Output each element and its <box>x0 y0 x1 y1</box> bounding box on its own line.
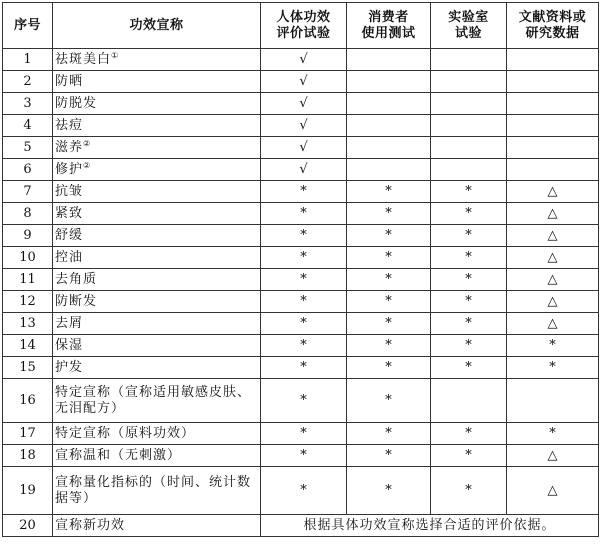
header-consumer-test: 消费者 使用测试 <box>347 3 431 49</box>
table-row <box>3 357 599 379</box>
lab-test-mark: * <box>431 181 507 203</box>
table-row <box>3 313 599 335</box>
claim-name: 去角质 <box>53 269 261 291</box>
header-literature: 文献资料或 研究数据 <box>507 3 599 49</box>
consumer-test-mark: * <box>347 335 431 357</box>
table-row <box>3 423 599 445</box>
claim-name: 宣称温和（无刺激） <box>53 445 261 467</box>
lab-test-mark <box>431 137 507 159</box>
claim-name: 控油 <box>53 247 261 269</box>
human-test-mark: * <box>261 225 347 247</box>
literature-mark: △ <box>507 181 599 203</box>
human-test-mark: √ <box>261 71 347 93</box>
row-number: 12 <box>3 291 53 313</box>
human-test-mark: √ <box>261 49 347 71</box>
claim-name: 特定宣称（原料功效） <box>53 423 261 445</box>
row-number: 17 <box>3 423 53 445</box>
literature-mark: △ <box>507 313 599 335</box>
table-row <box>3 203 599 225</box>
table-row <box>3 225 599 247</box>
table-row <box>3 515 599 537</box>
literature-mark: △ <box>507 445 599 467</box>
row-number: 2 <box>3 71 53 93</box>
human-test-mark: * <box>261 467 347 515</box>
consumer-test-mark <box>347 71 431 93</box>
literature-mark: △ <box>507 291 599 313</box>
human-test-mark: * <box>261 247 347 269</box>
claim-name: 防脱发 <box>53 93 261 115</box>
lab-test-mark <box>431 379 507 423</box>
footnote-marker: ② <box>83 160 92 170</box>
header-lab-test: 实验室 试验 <box>431 3 507 49</box>
literature-mark: * <box>507 357 599 379</box>
row-number: 3 <box>3 93 53 115</box>
row-number: 11 <box>3 269 53 291</box>
lab-test-mark: * <box>431 269 507 291</box>
footnote-marker: ② <box>83 138 92 148</box>
lab-test-mark <box>431 115 507 137</box>
literature-mark <box>507 49 599 71</box>
consumer-test-mark: * <box>347 467 431 515</box>
claim-name: 护发 <box>53 357 261 379</box>
literature-mark <box>507 93 599 115</box>
table-row <box>3 335 599 357</box>
human-test-mark: * <box>261 357 347 379</box>
literature-mark <box>507 159 599 181</box>
row-number: 5 <box>3 137 53 159</box>
human-test-mark: * <box>261 445 347 467</box>
table-row <box>3 379 599 423</box>
row-number: 14 <box>3 335 53 357</box>
human-test-mark: * <box>261 269 347 291</box>
row-number: 9 <box>3 225 53 247</box>
literature-mark: △ <box>507 203 599 225</box>
consumer-test-mark: * <box>347 181 431 203</box>
consumer-test-mark: * <box>347 357 431 379</box>
consumer-test-mark <box>347 159 431 181</box>
row-number: 16 <box>3 379 53 423</box>
row-number: 6 <box>3 159 53 181</box>
claim-name: 保湿 <box>53 335 261 357</box>
row-number: 10 <box>3 247 53 269</box>
literature-mark: △ <box>507 269 599 291</box>
claim-name: 抗皱 <box>53 181 261 203</box>
literature-mark: * <box>507 335 599 357</box>
table-row <box>3 159 599 181</box>
lab-test-mark <box>431 159 507 181</box>
literature-mark <box>507 71 599 93</box>
consumer-test-mark: * <box>347 313 431 335</box>
human-test-mark: * <box>261 313 347 335</box>
human-test-mark: * <box>261 379 347 423</box>
consumer-test-mark: * <box>347 225 431 247</box>
literature-mark: △ <box>507 225 599 247</box>
table-header-row <box>3 3 599 49</box>
table-row <box>3 93 599 115</box>
lab-test-mark: * <box>431 291 507 313</box>
claim-name: 特定宣称（宣称适用敏感皮肤、无泪配方） <box>53 379 261 423</box>
claim-name: 舒缓 <box>53 225 261 247</box>
table-row <box>3 291 599 313</box>
row-number: 7 <box>3 181 53 203</box>
header-claim: 功效宣称 <box>53 3 261 49</box>
claim-name: 宣称新功效 <box>53 515 261 537</box>
literature-mark: △ <box>507 247 599 269</box>
literature-mark: △ <box>507 467 599 515</box>
row-number: 13 <box>3 313 53 335</box>
header-no: 序号 <box>3 3 53 49</box>
literature-mark <box>507 379 599 423</box>
claim-name: 防晒 <box>53 71 261 93</box>
claim-name: 紧致 <box>53 203 261 225</box>
lab-test-mark: * <box>431 203 507 225</box>
consumer-test-mark: * <box>347 445 431 467</box>
table-row <box>3 181 599 203</box>
table-row <box>3 115 599 137</box>
consumer-test-mark: * <box>347 291 431 313</box>
lab-test-mark: * <box>431 335 507 357</box>
claim-name: 祛斑美白① <box>53 49 261 71</box>
human-test-mark: * <box>261 203 347 225</box>
human-test-mark: √ <box>261 93 347 115</box>
row-number: 4 <box>3 115 53 137</box>
efficacy-claims-table <box>2 2 599 537</box>
claim-name: 祛痘 <box>53 115 261 137</box>
header-human-test: 人体功效 评价试验 <box>261 3 347 49</box>
table-row <box>3 269 599 291</box>
row-number: 1 <box>3 49 53 71</box>
lab-test-mark: * <box>431 225 507 247</box>
literature-mark <box>507 115 599 137</box>
consumer-test-mark: * <box>347 247 431 269</box>
claim-name: 防断发 <box>53 291 261 313</box>
lab-test-mark <box>431 71 507 93</box>
footnote-marker: ① <box>111 50 120 60</box>
human-test-mark: * <box>261 335 347 357</box>
literature-mark <box>507 137 599 159</box>
consumer-test-mark: * <box>347 203 431 225</box>
row-number: 8 <box>3 203 53 225</box>
row-number: 20 <box>3 515 53 537</box>
human-test-mark: √ <box>261 137 347 159</box>
claim-name: 去屑 <box>53 313 261 335</box>
claim-name: 滋养② <box>53 137 261 159</box>
table-row <box>3 49 599 71</box>
lab-test-mark: * <box>431 313 507 335</box>
table-row <box>3 467 599 515</box>
consumer-test-mark <box>347 137 431 159</box>
table-row <box>3 247 599 269</box>
lab-test-mark: * <box>431 357 507 379</box>
consumer-test-mark: * <box>347 423 431 445</box>
human-test-mark: * <box>261 291 347 313</box>
row-number: 15 <box>3 357 53 379</box>
lab-test-mark <box>431 93 507 115</box>
consumer-test-mark: * <box>347 379 431 423</box>
table-row <box>3 71 599 93</box>
row-number: 18 <box>3 445 53 467</box>
human-test-mark: * <box>261 181 347 203</box>
human-test-mark: * <box>261 423 347 445</box>
evaluation-note: 根据具体功效宣称选择合适的评价依据。 <box>261 515 599 537</box>
claim-name: 宣称量化指标的（时间、统计数据等） <box>53 467 261 515</box>
lab-test-mark: * <box>431 247 507 269</box>
consumer-test-mark <box>347 115 431 137</box>
literature-mark: * <box>507 423 599 445</box>
table-row <box>3 445 599 467</box>
table-row <box>3 137 599 159</box>
consumer-test-mark <box>347 49 431 71</box>
lab-test-mark: * <box>431 445 507 467</box>
human-test-mark: √ <box>261 115 347 137</box>
claim-name: 修护② <box>53 159 261 181</box>
human-test-mark: √ <box>261 159 347 181</box>
lab-test-mark: * <box>431 423 507 445</box>
row-number: 19 <box>3 467 53 515</box>
lab-test-mark <box>431 49 507 71</box>
lab-test-mark: * <box>431 467 507 515</box>
consumer-test-mark: * <box>347 269 431 291</box>
consumer-test-mark <box>347 93 431 115</box>
